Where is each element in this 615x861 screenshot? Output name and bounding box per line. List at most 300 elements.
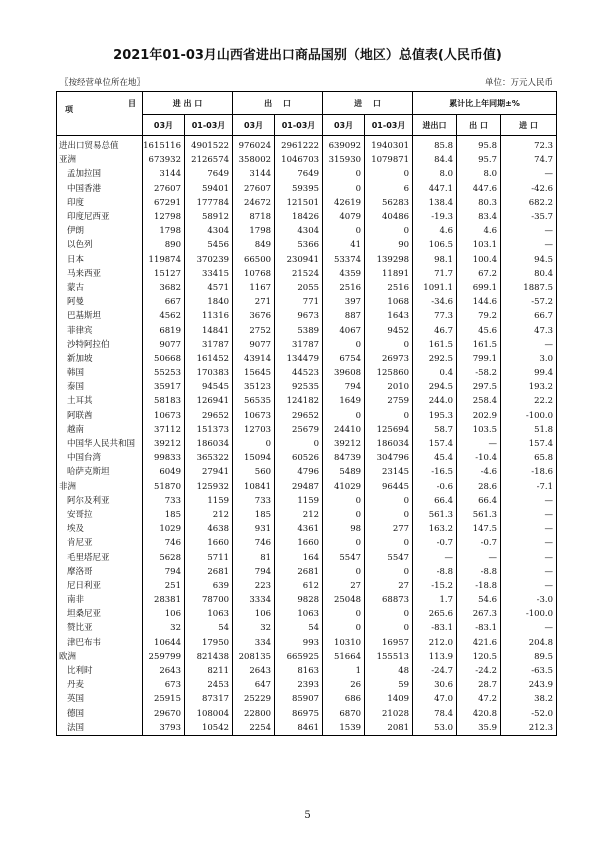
cell-value: 0.4 <box>413 366 457 380</box>
row-name: 巴基斯坦 <box>57 309 143 323</box>
cell-value: 9077 <box>233 338 275 352</box>
cell-value: 251 <box>143 579 185 593</box>
cell-value: 3144 <box>233 167 275 181</box>
cell-value: 60526 <box>275 451 323 465</box>
cell-value: 78.4 <box>413 707 457 721</box>
cell-value: 35123 <box>233 380 275 394</box>
cell-value: 271 <box>233 295 275 309</box>
cell-value: -0.7 <box>457 536 501 550</box>
cell-value: 0 <box>365 508 413 522</box>
cell-value: 21028 <box>365 707 413 721</box>
cell-value: 59401 <box>185 182 233 196</box>
cell-value: 9077 <box>143 338 185 352</box>
cell-value: 2126574 <box>185 153 233 167</box>
cell-value: 4361 <box>275 522 323 536</box>
cell-value: 0 <box>323 338 365 352</box>
cell-value: 12798 <box>143 210 185 224</box>
cell-value: 6754 <box>323 352 365 366</box>
cell-value: 15094 <box>233 451 275 465</box>
import-header: 进 口 <box>323 92 413 115</box>
table-row <box>57 565 557 579</box>
cell-value: 2759 <box>365 394 413 408</box>
cell-value: 65.8 <box>501 451 557 465</box>
cell-value: 2453 <box>185 678 233 692</box>
cell-value: 243.9 <box>501 678 557 692</box>
row-name: 土耳其 <box>57 394 143 408</box>
cell-value: 86975 <box>275 707 323 721</box>
cell-value: 0 <box>323 508 365 522</box>
col-total-month: 03月 <box>143 115 185 136</box>
cell-value: 682.2 <box>501 196 557 210</box>
row-name: 津巴布韦 <box>57 636 143 650</box>
trade-table <box>56 91 557 736</box>
cell-value: 6819 <box>143 323 185 337</box>
cell-value: 22.2 <box>501 394 557 408</box>
cell-value: -18.8 <box>457 579 501 593</box>
cell-value: 58912 <box>185 210 233 224</box>
cell-value: 35917 <box>143 380 185 394</box>
table-row <box>57 281 557 295</box>
table-row <box>57 494 557 508</box>
cell-value: -18.6 <box>501 465 557 479</box>
cell-value: 0 <box>323 224 365 238</box>
page-number: 5 <box>304 810 311 821</box>
table-row <box>57 437 557 451</box>
cell-value: 0 <box>365 494 413 508</box>
cell-value: 15127 <box>143 267 185 281</box>
cell-value: 10542 <box>185 721 233 736</box>
cell-value: 1887.5 <box>501 281 557 295</box>
cell-value: 83.4 <box>457 210 501 224</box>
row-name: 德国 <box>57 707 143 721</box>
cell-value: 1660 <box>185 536 233 550</box>
cell-value: 3334 <box>233 593 275 607</box>
cell-value: 66.7 <box>501 309 557 323</box>
cell-value: 277 <box>365 522 413 536</box>
row-name: 马来西亚 <box>57 267 143 281</box>
cell-value: 639092 <box>323 136 365 154</box>
cell-value: 84.4 <box>413 153 457 167</box>
cell-value: 94.5 <box>501 253 557 267</box>
table-row <box>57 650 557 664</box>
cell-value: 39608 <box>323 366 365 380</box>
cell-value: 161452 <box>185 352 233 366</box>
cell-value: 8461 <box>275 721 323 736</box>
cell-value: 45.6 <box>457 323 501 337</box>
cell-value: 1615116 <box>143 136 185 154</box>
cell-value: — <box>501 508 557 522</box>
cell-value: 80.4 <box>501 267 557 281</box>
cell-value: 315930 <box>323 153 365 167</box>
cell-value: 212.3 <box>501 721 557 736</box>
cell-value: 202.9 <box>457 409 501 423</box>
cell-value: -24.7 <box>413 664 457 678</box>
cell-value: 66500 <box>233 253 275 267</box>
cell-value: 119874 <box>143 253 185 267</box>
cell-value: 397 <box>323 295 365 309</box>
cell-value: 1046703 <box>275 153 323 167</box>
cell-value: 161.5 <box>457 338 501 352</box>
cell-value: 771 <box>275 295 323 309</box>
cell-value: 8.0 <box>413 167 457 181</box>
table-row <box>57 636 557 650</box>
table-row <box>57 579 557 593</box>
cell-value: 106 <box>233 607 275 621</box>
cell-value: 2643 <box>143 664 185 678</box>
cell-value: -52.0 <box>501 707 557 721</box>
cell-value: 292.5 <box>413 352 457 366</box>
cell-value: 686 <box>323 692 365 706</box>
cell-value: -58.2 <box>457 366 501 380</box>
cell-value: 4359 <box>323 267 365 281</box>
cell-value: 47.0 <box>413 692 457 706</box>
cell-value: 29652 <box>275 409 323 423</box>
cell-value: 1798 <box>143 224 185 238</box>
cell-value: 98 <box>323 522 365 536</box>
cell-value: 108004 <box>185 707 233 721</box>
cell-value: 124182 <box>275 394 323 408</box>
cell-value: 212 <box>185 508 233 522</box>
cell-value: 170383 <box>185 366 233 380</box>
cell-value: 6049 <box>143 465 185 479</box>
cell-value: 6870 <box>323 707 365 721</box>
cell-value: 890 <box>143 238 185 252</box>
cell-value: -42.6 <box>501 182 557 196</box>
cell-value: 87317 <box>185 692 233 706</box>
cell-value: 66.4 <box>413 494 457 508</box>
cell-value: 3676 <box>233 309 275 323</box>
cell-value: 103.5 <box>457 423 501 437</box>
cell-value: 17950 <box>185 636 233 650</box>
cell-value: 37112 <box>143 423 185 437</box>
cell-value: 1063 <box>275 607 323 621</box>
cell-value: 27941 <box>185 465 233 479</box>
cell-value: 72.3 <box>501 136 557 154</box>
cell-value: 66.4 <box>457 494 501 508</box>
cell-value: 151373 <box>185 423 233 437</box>
cell-value: 370239 <box>185 253 233 267</box>
cell-value: — <box>501 238 557 252</box>
row-name: 新加坡 <box>57 352 143 366</box>
col-total-cum: 01-03月 <box>185 115 233 136</box>
row-name: 肯尼亚 <box>57 536 143 550</box>
cell-value: 0 <box>323 536 365 550</box>
cell-value: 106 <box>143 607 185 621</box>
cell-value: -100.0 <box>501 607 557 621</box>
cell-value: 294.5 <box>413 380 457 394</box>
cell-value: 59395 <box>275 182 323 196</box>
table-row <box>57 224 557 238</box>
cell-value: 7649 <box>185 167 233 181</box>
row-name: 伊朗 <box>57 224 143 238</box>
cell-value: -83.1 <box>457 621 501 635</box>
cell-value: 155513 <box>365 650 413 664</box>
cell-value: 18426 <box>275 210 323 224</box>
cell-value: 99833 <box>143 451 185 465</box>
cell-value: — <box>501 224 557 238</box>
cell-value: 38.2 <box>501 692 557 706</box>
cell-value: 54.6 <box>457 593 501 607</box>
cell-value: 297.5 <box>457 380 501 394</box>
cell-value: — <box>501 494 557 508</box>
cell-value: 1167 <box>233 281 275 295</box>
row-name: 印度 <box>57 196 143 210</box>
cell-value: 6 <box>365 182 413 196</box>
cell-value: 1.7 <box>413 593 457 607</box>
table-row <box>57 136 557 154</box>
cell-value: — <box>501 522 557 536</box>
cell-value: 5628 <box>143 550 185 564</box>
cell-value: 185 <box>143 508 185 522</box>
cell-value: 120.5 <box>457 650 501 664</box>
cell-value: -0.7 <box>413 536 457 550</box>
cell-value: 44523 <box>275 366 323 380</box>
cell-value: 23145 <box>365 465 413 479</box>
cell-value: 11891 <box>365 267 413 281</box>
cell-value: 53374 <box>323 253 365 267</box>
cell-value: 46.7 <box>413 323 457 337</box>
cell-value: 47.2 <box>457 692 501 706</box>
table-row <box>57 394 557 408</box>
row-name: 菲律宾 <box>57 323 143 337</box>
cell-value: -8.8 <box>413 565 457 579</box>
cell-value: 33415 <box>185 267 233 281</box>
cell-value: -7.1 <box>501 480 557 494</box>
table-row <box>57 338 557 352</box>
basis-note: 〖按经营单位所在地〗 <box>60 78 146 88</box>
cell-value: 96445 <box>365 480 413 494</box>
cell-value: 4.6 <box>413 224 457 238</box>
cell-value: 90 <box>365 238 413 252</box>
cell-value: 1539 <box>323 721 365 736</box>
cell-value: 45.4 <box>413 451 457 465</box>
cell-value: 5547 <box>365 550 413 564</box>
cell-value: 81 <box>233 550 275 564</box>
cell-value: 794 <box>233 565 275 579</box>
cell-value: 0 <box>365 338 413 352</box>
row-name: 安哥拉 <box>57 508 143 522</box>
cell-value: 2254 <box>233 721 275 736</box>
cell-value: 27607 <box>233 182 275 196</box>
cell-value: 1660 <box>275 536 323 550</box>
cell-value: 0 <box>365 621 413 635</box>
col-import-cum: 01-03月 <box>365 115 413 136</box>
cell-value: 84739 <box>323 451 365 465</box>
table-row <box>57 409 557 423</box>
cell-value: -83.1 <box>413 621 457 635</box>
cell-value: -10.4 <box>457 451 501 465</box>
cell-value: 0 <box>365 167 413 181</box>
row-name: 毛里塔尼亚 <box>57 550 143 564</box>
cell-value: 103.1 <box>457 238 501 252</box>
cell-value: 0 <box>323 167 365 181</box>
table-row <box>57 664 557 678</box>
cell-value: 5456 <box>185 238 233 252</box>
cell-value: 185 <box>233 508 275 522</box>
cell-value: 177784 <box>185 196 233 210</box>
cell-value: 95.7 <box>457 153 501 167</box>
table-row <box>57 153 557 167</box>
row-name: 阿尔及利亚 <box>57 494 143 508</box>
cell-value: 28.6 <box>457 480 501 494</box>
row-name: 南非 <box>57 593 143 607</box>
cell-value: 794 <box>323 380 365 394</box>
row-name: 中国华人民共和国 <box>57 437 143 451</box>
cell-value: 673 <box>143 678 185 692</box>
cell-value: 15645 <box>233 366 275 380</box>
cell-value: 265.6 <box>413 607 457 621</box>
cell-value: — <box>501 167 557 181</box>
cell-value: 2516 <box>323 281 365 295</box>
row-name: 亚洲 <box>57 153 143 167</box>
cell-value: 9828 <box>275 593 323 607</box>
cell-value: 746 <box>143 536 185 550</box>
cell-value: 2681 <box>185 565 233 579</box>
cell-value: 447.6 <box>457 182 501 196</box>
cell-value: -24.2 <box>457 664 501 678</box>
cell-value: 195.3 <box>413 409 457 423</box>
cell-value: 4562 <box>143 309 185 323</box>
cell-value: 27 <box>365 579 413 593</box>
table-row <box>57 253 557 267</box>
cell-value: — <box>501 621 557 635</box>
export-header: 出 口 <box>233 92 323 115</box>
cell-value: 51.8 <box>501 423 557 437</box>
row-name: 韩国 <box>57 366 143 380</box>
cell-value: — <box>501 550 557 564</box>
cell-value: 35.9 <box>457 721 501 736</box>
cell-value: 71.7 <box>413 267 457 281</box>
col-export-cum: 01-03月 <box>275 115 323 136</box>
cell-value: 79.2 <box>457 309 501 323</box>
cell-value: 95.8 <box>457 136 501 154</box>
cell-value: 230941 <box>275 253 323 267</box>
row-name: 比利时 <box>57 664 143 678</box>
table-row <box>57 352 557 366</box>
cell-value: 32 <box>233 621 275 635</box>
cell-value: 77.3 <box>413 309 457 323</box>
cell-value: 0 <box>323 409 365 423</box>
table-row <box>57 607 557 621</box>
cell-value: 1 <box>323 664 365 678</box>
row-name: 坦桑尼亚 <box>57 607 143 621</box>
cell-value: 5366 <box>275 238 323 252</box>
cell-value: 2681 <box>275 565 323 579</box>
row-name: 摩洛哥 <box>57 565 143 579</box>
cell-value: 25915 <box>143 692 185 706</box>
table-row <box>57 238 557 252</box>
cell-value: 9452 <box>365 323 413 337</box>
cell-value: 164 <box>275 550 323 564</box>
cell-value: — <box>501 338 557 352</box>
cell-value: 10841 <box>233 480 275 494</box>
cell-value: 125860 <box>365 366 413 380</box>
cell-value: 29652 <box>185 409 233 423</box>
col-yoy-total: 进出口 <box>413 115 457 136</box>
cell-value: 121501 <box>275 196 323 210</box>
cell-value: 28.7 <box>457 678 501 692</box>
cell-value: -8.8 <box>457 565 501 579</box>
cell-value: 1159 <box>185 494 233 508</box>
cell-value: 26 <box>323 678 365 692</box>
table-row <box>57 678 557 692</box>
cell-value: 212 <box>275 508 323 522</box>
table-row <box>57 721 557 736</box>
cell-value: 7649 <box>275 167 323 181</box>
cell-value: 223 <box>233 579 275 593</box>
cell-value: 8718 <box>233 210 275 224</box>
cell-value: 420.8 <box>457 707 501 721</box>
cell-value: 4304 <box>275 224 323 238</box>
cell-value: -0.6 <box>413 480 457 494</box>
cell-value: 0 <box>365 224 413 238</box>
table-row <box>57 380 557 394</box>
cell-value: 2055 <box>275 281 323 295</box>
row-name: 进出口贸易总值 <box>57 136 143 154</box>
cell-value: 85.8 <box>413 136 457 154</box>
cell-value: 799.1 <box>457 352 501 366</box>
table-row <box>57 508 557 522</box>
cell-value: 2081 <box>365 721 413 736</box>
cell-value: 1940301 <box>365 136 413 154</box>
cell-value: 25229 <box>233 692 275 706</box>
unit-label: 单位：万元人民币 <box>484 78 553 88</box>
cell-value: -34.6 <box>413 295 457 309</box>
cell-value: 78700 <box>185 593 233 607</box>
cell-value: 0 <box>275 437 323 451</box>
cell-value: 3.0 <box>501 352 557 366</box>
table-row <box>57 182 557 196</box>
cell-value: 106.5 <box>413 238 457 252</box>
cell-value: 67291 <box>143 196 185 210</box>
row-name: 沙特阿拉伯 <box>57 338 143 352</box>
cell-value: 258.4 <box>457 394 501 408</box>
cell-value: 931 <box>233 522 275 536</box>
cell-value: 21524 <box>275 267 323 281</box>
cell-value: -4.6 <box>457 465 501 479</box>
cell-value: 58.7 <box>413 423 457 437</box>
row-name: 英国 <box>57 692 143 706</box>
cell-value: 204.8 <box>501 636 557 650</box>
cell-value: 10768 <box>233 267 275 281</box>
cell-value: 1159 <box>275 494 323 508</box>
cell-value: 2752 <box>233 323 275 337</box>
row-name: 孟加拉国 <box>57 167 143 181</box>
cell-value: -16.5 <box>413 465 457 479</box>
cell-value: 365322 <box>185 451 233 465</box>
cell-value: — <box>413 550 457 564</box>
cell-value: 157.4 <box>413 437 457 451</box>
cell-value: 5489 <box>323 465 365 479</box>
yoy-header: 累计比上年同期±% <box>413 92 557 115</box>
cell-value: 32 <box>143 621 185 635</box>
cell-value: 92535 <box>275 380 323 394</box>
row-name: 埃及 <box>57 522 143 536</box>
cell-value: 163.2 <box>413 522 457 536</box>
cell-value: 100.4 <box>457 253 501 267</box>
row-name: 阿联酋 <box>57 409 143 423</box>
cell-value: 125694 <box>365 423 413 437</box>
table-row <box>57 366 557 380</box>
cell-value: 4067 <box>323 323 365 337</box>
cell-value: 39212 <box>323 437 365 451</box>
cell-value: 39212 <box>143 437 185 451</box>
cell-value: 56283 <box>365 196 413 210</box>
cell-value: 89.5 <box>501 650 557 664</box>
cell-value: 3144 <box>143 167 185 181</box>
cell-value: 30.6 <box>413 678 457 692</box>
cell-value: 94545 <box>185 380 233 394</box>
